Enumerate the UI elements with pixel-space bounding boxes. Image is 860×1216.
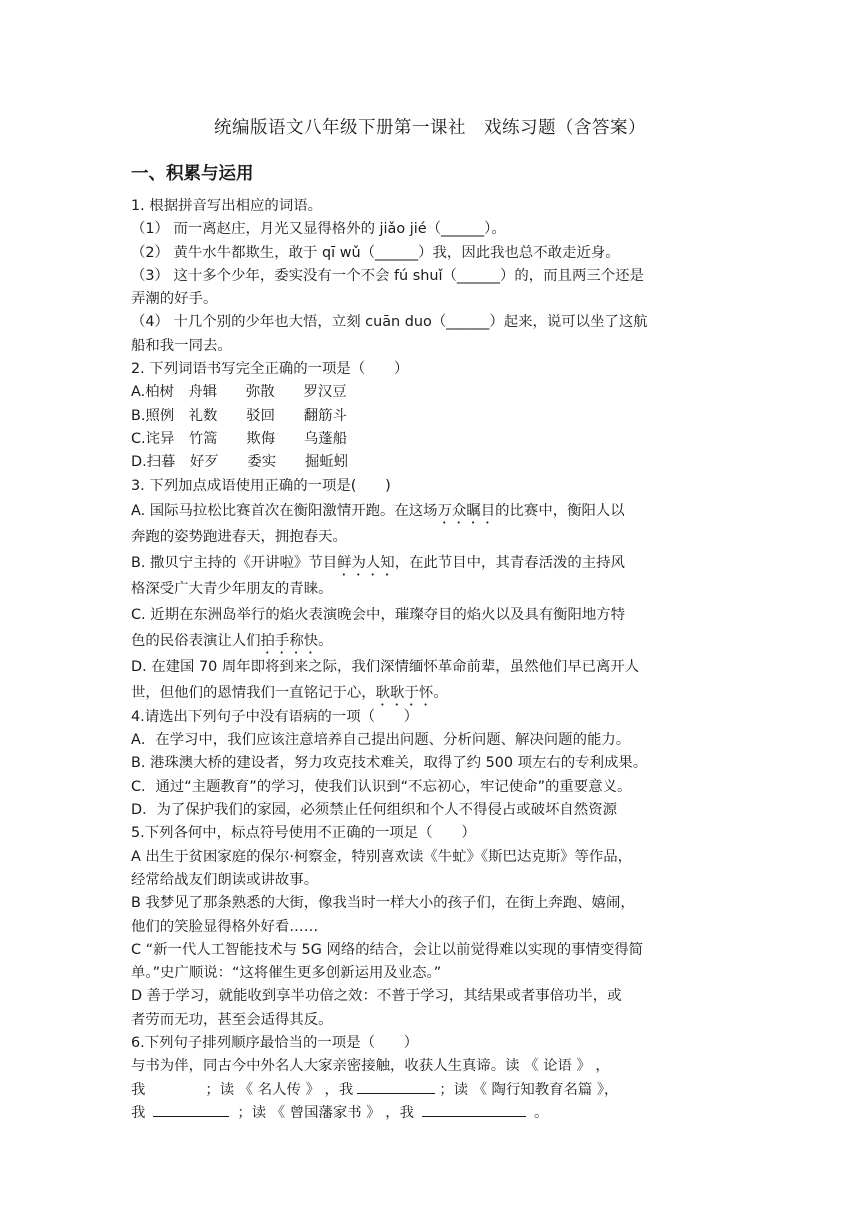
q3-d-emphasis: 耿耿于怀 bbox=[375, 684, 434, 701]
q1-item-3: （3） 这十多个少年，委实没有一个不会 fú shuǐ（______）的，而且两三个还是 bbox=[131, 267, 644, 284]
q5-option-a-cont: 经常给战友们朗读或讲故事。 bbox=[131, 871, 319, 888]
section-heading: 一、积累与运用 bbox=[131, 164, 254, 184]
q2-option-c: C.诧异 竹篙 欺侮 乌蓬船 bbox=[131, 430, 348, 447]
q3-c-text-pre: 色的民俗表演让人们 bbox=[131, 632, 261, 649]
q1-item-4: （4） 十几个别的少年也大悟，立刻 cuān duo（______）起来，说可以坐了这航 bbox=[131, 314, 648, 331]
q6-l2-part-b: ；读 《 名人传 》 ，我 bbox=[205, 1081, 354, 1098]
q6-l3-part-a: 我 bbox=[131, 1104, 146, 1121]
q3-c-emphasis: 拍手称快 bbox=[260, 632, 319, 649]
q4-option-b: B. 港珠澳大桥的建设者，努力攻克技术难关，取得了约 500 项左右的专利成果。 bbox=[131, 755, 648, 772]
q4-stem: 4.请选出下列句子中没有语病的一项（ ） bbox=[131, 708, 419, 725]
q5-option-b-cont: 他们的笑脸显得格外好看…… bbox=[131, 918, 319, 935]
q6-blank-3 bbox=[153, 1102, 229, 1117]
q3-option-b-cont: 格深受广大青少年朋友的青睐。 bbox=[131, 580, 333, 597]
q3-c-text-post: 。 bbox=[318, 632, 333, 649]
q2-option-d: D.扫暮 好歹 委实 掘蚯蚓 bbox=[131, 454, 349, 471]
q3-option-a bbox=[131, 498, 732, 524]
q1-item-2: （2） 黄牛水牛都欺生，敢于 qī wǔ（______）我，因此我也总不敢走近身。 bbox=[131, 244, 620, 261]
q5-option-c: C “新一代人工智能技术与 5G 网络的结合，会让以前觉得难以实现的事情变得简 bbox=[131, 941, 644, 958]
q5-stem: 5.下列各何中，标点符号使用不正确的一项足（ ） bbox=[131, 825, 476, 842]
q6-l2-part-a: 我 bbox=[131, 1081, 146, 1098]
q6-passage-line-2 bbox=[131, 1079, 732, 1102]
questions-body bbox=[131, 195, 732, 1125]
q5-option-c-cont: 单。”史广顺说：“这将催生更多创新运用及业态。” bbox=[131, 965, 442, 982]
q3-option-b bbox=[131, 550, 732, 576]
q1-item-1: （1） 而一离赵庄，月光又显得格外的 jiǎo jié（______）。 bbox=[131, 221, 506, 238]
q6-blank-2 bbox=[357, 1079, 435, 1094]
q6-l2-part-c: ；读 《 陶行知教育名篇 》， bbox=[439, 1081, 619, 1098]
q6-l3-part-c: 。 bbox=[534, 1104, 549, 1121]
q1-item-3-cont: 弄潮的好手。 bbox=[131, 291, 218, 308]
q2-option-b: B.照例 礼数 驳回 翻筋斗 bbox=[131, 407, 347, 424]
q5-option-b: B 我梦见了那条熟悉的大街，像我当时一样大小的孩子们，在街上奔跑、嬉闹， bbox=[131, 895, 635, 912]
q5-option-d: D 善于学习，就能收到享半功倍之效：不普于学习，其结果或者事倍功半，或 bbox=[131, 988, 622, 1005]
q2-option-a: A.柏树 舟辑 弥散 罗汉豆 bbox=[131, 384, 347, 401]
q6-l3-part-b: ；读 《 曾国藩家书 》 ，我 bbox=[237, 1104, 415, 1121]
q3-a-text-pre: A. 国际马拉松比赛首次在衡阳激情开跑。在这场 bbox=[131, 502, 438, 519]
document-title: 统编版语文八年级下册第一课社 戏练习题（含答案） bbox=[214, 118, 646, 138]
q3-option-a-cont: 奔跑的姿势跑进春天，拥抱春天。 bbox=[131, 528, 347, 545]
q6-blank-4 bbox=[422, 1102, 526, 1117]
q5-option-a: A 出生于贫困家庭的保尔·柯察金，特别喜欢读《牛虻》《斯巴达克斯》等作品， bbox=[131, 848, 633, 865]
q1-item-4-cont: 船和我一同去。 bbox=[131, 337, 232, 354]
q3-b-emphasis: 鲜为人知 bbox=[337, 554, 395, 571]
q3-d-text-pre: 世，但他们的恩情我们一直铭记于心， bbox=[131, 684, 376, 701]
q6-passage-line-1: 与书为伴，同古今中外名人大家亲密接触，收获人生真谛。读 《 论语 》 ， bbox=[131, 1058, 610, 1075]
q3-b-text-post: ，在此节目中，其青春活泼的主持风 bbox=[394, 554, 625, 571]
q3-option-d-cont bbox=[131, 680, 732, 706]
q6-passage-line-3 bbox=[131, 1102, 732, 1125]
q4-option-d: D．为了保护我们的家园，必须禁止任何组织和个人不得侵占或破坏自然资源 bbox=[131, 802, 617, 819]
q3-d-text-post: 。 bbox=[433, 684, 448, 701]
q4-option-c: C．通过“主题教育”的学习，使我们认识到“不忘初心，牢记使命”的重要意义。 bbox=[131, 778, 632, 795]
q6-stem: 6.下列句子排列顺序最恰当的一项是（ ） bbox=[131, 1035, 419, 1052]
q3-option-d: D. 在建国 70 周年即将到来之际，我们深情缅怀革命前辈，虽然他们早已离开人 bbox=[131, 658, 640, 675]
q3-a-text-post: 的比赛中，衡阳人以 bbox=[495, 502, 625, 519]
q3-a-emphasis: 万众瞩目 bbox=[437, 502, 496, 519]
q3-b-text-pre: B. 撒贝宁主持的《开讲啦》节目 bbox=[131, 554, 338, 571]
q5-option-d-cont: 者劳而无功，甚至会适得其反。 bbox=[131, 1011, 333, 1028]
q3-option-c-cont bbox=[131, 628, 732, 654]
q4-option-a: A．在学习中，我们应该注意培养自己提出问题、分析问题、解决问题的能力。 bbox=[131, 732, 631, 749]
q2-stem: 2. 下列词语书写完全正确的一项是（ ） bbox=[131, 361, 409, 378]
q1-stem: 1. 根据拼音写出相应的词语。 bbox=[131, 198, 322, 214]
q3-stem: 3. 下列加点成语使用正确的一项是( ) bbox=[131, 477, 391, 494]
q3-option-c: C. 近期在东洲岛举行的焰火表演晚会中，璀璨夺目的焰火以及具有衡阳地方特 bbox=[131, 606, 626, 623]
